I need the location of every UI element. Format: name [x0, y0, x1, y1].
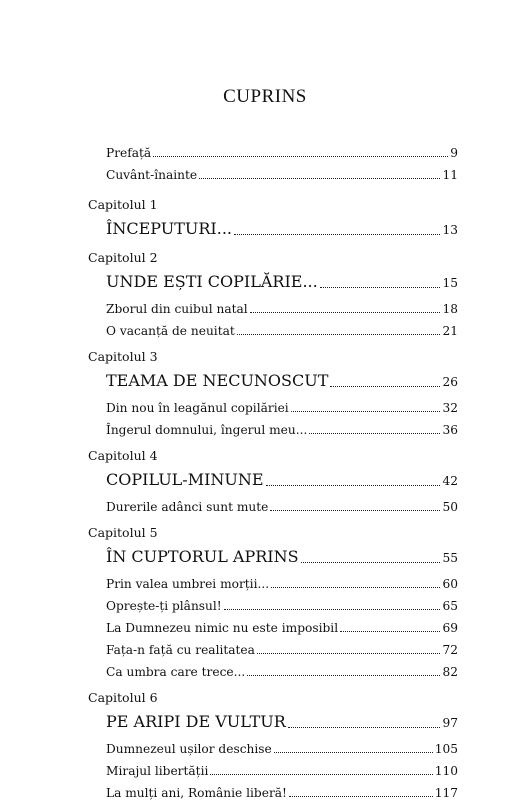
dot-leader: [289, 795, 433, 797]
toc-entry-label: Prefață: [106, 146, 152, 160]
toc-entry-foreword: [106, 168, 458, 182]
toc-entry-label: La Dumnezeu nimic nu este imposibil: [106, 621, 339, 635]
chapter-heading-4: Capitolul 4: [88, 448, 158, 463]
toc-entry: [106, 599, 458, 613]
toc-entry-label: Zborul din cuibul natal: [106, 302, 248, 316]
chapter-heading-1: Capitolul 1: [88, 197, 158, 212]
dot-leader: [274, 751, 433, 753]
toc-entry-page: 11: [442, 168, 458, 182]
chapter-title-label: COPILUL-MINUNE: [106, 470, 264, 489]
toc-entry-page: 110: [434, 764, 458, 778]
toc-entry-label: Fața-n față cu realitatea: [106, 643, 255, 657]
dot-leader: [301, 561, 441, 563]
toc-entry-label: Cuvânt-înainte: [106, 168, 198, 182]
toc-entry-label: Ca umbra care trece...: [106, 665, 246, 679]
dot-leader: [250, 311, 441, 313]
chapter-heading-3: Capitolul 3: [88, 349, 158, 364]
toc-entry-page: 82: [442, 665, 458, 679]
toc-entry: [106, 577, 458, 591]
toc-entry-page: 50: [442, 500, 458, 514]
dot-leader: [153, 155, 448, 157]
chapter-title-4: [106, 471, 458, 490]
toc-entry-page: 32: [442, 401, 458, 415]
chapter-title-3: [106, 372, 458, 391]
toc-entry: [106, 401, 458, 415]
chapter-title-label: TEAMA DE NECUNOSCUT: [106, 371, 329, 390]
toc-entry-label: Mirajul libertății: [106, 764, 209, 778]
toc-entry-page: 60: [442, 577, 458, 591]
dot-leader: [210, 773, 432, 775]
dot-leader: [247, 674, 440, 676]
dot-leader: [271, 586, 440, 588]
dot-leader: [288, 726, 441, 728]
toc-entry-label: Prin valea umbrei morții...: [106, 577, 270, 591]
toc-entry: [106, 302, 458, 316]
toc-entry-label: La mulți ani, Românie liberă!: [106, 786, 287, 800]
toc-entry-page: 21: [442, 324, 458, 338]
dot-leader: [199, 177, 440, 179]
dot-leader: [330, 385, 440, 387]
dot-leader: [237, 333, 441, 335]
dot-leader: [270, 509, 440, 511]
toc-entry-page: 69: [442, 621, 458, 635]
toc-entry-page: 18: [442, 302, 458, 316]
toc-entry: [106, 665, 458, 679]
toc-entry: [106, 742, 458, 756]
table-of-contents: [88, 146, 458, 808]
chapter-title-page: 55: [442, 551, 458, 565]
toc-entry-page: 65: [442, 599, 458, 613]
toc-entry-label: Durerile adânci sunt mute: [106, 500, 269, 514]
chapter-title-label: ÎN CUPTORUL APRINS: [106, 547, 299, 566]
chapter-title-page: 26: [442, 375, 458, 389]
dot-leader: [234, 233, 440, 235]
dot-leader: [340, 630, 440, 632]
toc-entry-page: 117: [434, 786, 458, 800]
toc-entry: [106, 500, 458, 514]
toc-entry-label: O vacanță de neuitat: [106, 324, 235, 338]
chapter-heading-2: Capitolul 2: [88, 250, 158, 265]
chapter-heading-6: Capitolul 6: [88, 690, 158, 705]
dot-leader: [224, 608, 441, 610]
toc-entry: [106, 621, 458, 635]
toc-entry: [106, 786, 458, 800]
toc-entry: [106, 324, 458, 338]
chapter-title-page: 97: [442, 716, 458, 730]
dot-leader: [291, 410, 441, 412]
dot-leader: [309, 432, 440, 434]
chapter-title-page: 15: [442, 276, 458, 290]
chapter-title-label: PE ARIPI DE VULTUR: [106, 712, 286, 731]
chapter-title-2: [106, 273, 458, 292]
dot-leader: [320, 286, 441, 288]
toc-entry-page: 72: [442, 643, 458, 657]
toc-entry-label: Din nou în leagănul copilăriei: [106, 401, 289, 415]
chapter-title-label: UNDE EȘTI COPILĂRIE...: [106, 272, 318, 291]
toc-entry-page: 36: [442, 423, 458, 437]
toc-entry-page: 9: [450, 146, 458, 160]
chapter-title-page: 13: [442, 223, 458, 237]
chapter-heading-5: Capitolul 5: [88, 525, 158, 540]
toc-entry-page: 105: [434, 742, 458, 756]
dot-leader: [266, 484, 441, 486]
toc-entry: [106, 423, 458, 437]
chapter-title-6: [106, 713, 458, 732]
chapter-title-page: 42: [442, 474, 458, 488]
toc-entry: [106, 643, 458, 657]
toc-entry-label: Dumnezeul ușilor deschise: [106, 742, 272, 756]
dot-leader: [257, 652, 441, 654]
chapter-title-1: [106, 220, 458, 239]
toc-entry-preface: [106, 146, 458, 160]
toc-entry: [106, 764, 458, 778]
toc-entry-label: Îngerul domnului, îngerul meu...: [106, 423, 308, 437]
chapter-title-5: [106, 548, 458, 567]
toc-entry-label: Oprește-ți plânsul!: [106, 599, 222, 613]
chapter-title-label: ÎNCEPUTURI...: [106, 219, 232, 238]
page-title: CUPRINS: [223, 86, 307, 107]
